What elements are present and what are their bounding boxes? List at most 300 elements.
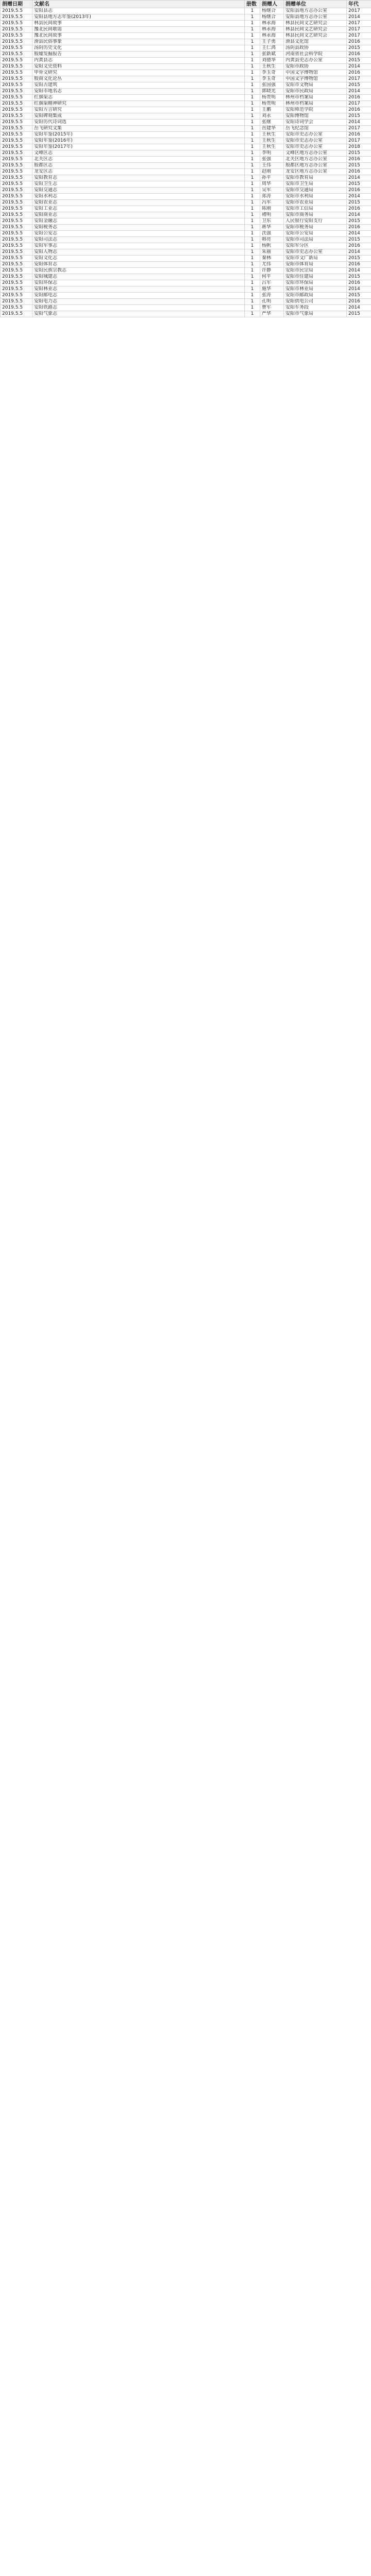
cell-count: 1 (245, 311, 260, 317)
cell-year: 2015 (347, 58, 371, 64)
table-row (1, 249, 371, 256)
cell-donor: 卫东 (260, 218, 284, 225)
cell-date: 2019.5.5 (1, 150, 32, 157)
cell-count: 1 (245, 120, 260, 126)
table-row (1, 21, 371, 27)
cell-count: 1 (245, 194, 260, 200)
cell-year: 2017 (347, 33, 371, 39)
cell-title: 安阳年鉴(2016年) (32, 138, 245, 144)
cell-unit: 滑县文化馆 (284, 39, 347, 45)
cell-donor: 韩亮 (260, 237, 284, 243)
cell-date: 2019.5.5 (1, 249, 32, 256)
cell-donor: 杨帆 (260, 243, 284, 249)
table-row (1, 132, 371, 138)
cell-donor: 陈刚 (260, 206, 284, 212)
cell-donor: 林永海 (260, 27, 284, 33)
cell-year: 2017 (347, 101, 371, 107)
cell-date: 2019.5.5 (1, 95, 32, 101)
cell-donor: 赵刚 (260, 169, 284, 175)
cell-date: 2019.5.5 (1, 27, 32, 33)
cell-count: 1 (245, 138, 260, 144)
cell-unit: 安阳市史志办公室 (284, 249, 347, 256)
cell-unit: 安阳军分区 (284, 243, 347, 249)
cell-year: 2016 (347, 39, 371, 45)
cell-unit: 林县民间文艺研究会 (284, 27, 347, 33)
cell-year: 2016 (347, 188, 371, 194)
cell-unit: 安阳市商务局 (284, 212, 347, 218)
cell-date: 2019.5.5 (1, 33, 32, 39)
cell-donor: 王伟 (260, 163, 284, 169)
table-row (1, 293, 371, 299)
cell-date: 2019.5.5 (1, 274, 32, 280)
cell-unit: 安阳市公安局 (284, 231, 347, 237)
donation-table (0, 0, 371, 317)
cell-count: 1 (245, 231, 260, 237)
cell-count: 1 (245, 200, 260, 206)
cell-donor: 王秋生 (260, 144, 284, 150)
cell-date: 2019.5.5 (1, 64, 32, 70)
cell-unit: 安阳市工信局 (284, 206, 347, 212)
cell-count: 1 (245, 218, 260, 225)
table-row (1, 8, 371, 14)
cell-title: 安阳农业志 (32, 200, 245, 206)
cell-donor: 张国强 (260, 82, 284, 89)
cell-title: 安阳年鉴(2015年) (32, 132, 245, 138)
cell-date: 2019.5.5 (1, 194, 32, 200)
cell-year: 2016 (347, 132, 371, 138)
cell-donor: 严华 (260, 311, 284, 317)
cell-date: 2019.5.5 (1, 39, 32, 45)
cell-count: 1 (245, 280, 260, 286)
table-row (1, 280, 371, 286)
cell-unit: 安阳县地方志办公室 (284, 14, 347, 21)
cell-donor: 尤伟 (260, 262, 284, 268)
cell-title: 安阳县志 (32, 8, 245, 14)
cell-count: 1 (245, 175, 260, 181)
cell-year: 2017 (347, 76, 371, 82)
cell-date: 2019.5.5 (1, 237, 32, 243)
table-row (1, 181, 371, 188)
cell-year: 2016 (347, 225, 371, 231)
cell-year: 2016 (347, 280, 371, 286)
header-year: 年代 (347, 1, 371, 8)
table-row (1, 120, 371, 126)
cell-unit: 安阳市邮政局 (284, 293, 347, 299)
cell-donor: 王秋生 (260, 132, 284, 138)
cell-title: 安阳方言研究 (32, 107, 245, 113)
cell-date: 2019.5.5 (1, 299, 32, 305)
table-row (1, 33, 371, 39)
cell-count: 1 (245, 126, 260, 132)
cell-donor: 刘德华 (260, 58, 284, 64)
cell-year: 2016 (347, 95, 371, 101)
table-row (1, 212, 371, 218)
cell-count: 1 (245, 70, 260, 76)
cell-count: 1 (245, 181, 260, 188)
cell-donor: 刘永 (260, 113, 284, 120)
cell-date: 2019.5.5 (1, 8, 32, 14)
cell-donor: 王秋生 (260, 138, 284, 144)
cell-count: 1 (245, 299, 260, 305)
cell-count: 1 (245, 293, 260, 299)
cell-date: 2019.5.5 (1, 58, 32, 64)
cell-count: 1 (245, 206, 260, 212)
cell-date: 2019.5.5 (1, 268, 32, 274)
cell-title: 殷墟发掘报告 (32, 52, 245, 58)
header-row (1, 1, 371, 8)
cell-unit: 安阳市民政局 (284, 89, 347, 95)
cell-date: 2019.5.5 (1, 243, 32, 249)
cell-donor: 杨继合 (260, 8, 284, 14)
cell-year: 2016 (347, 206, 371, 212)
table-row (1, 268, 371, 274)
cell-year: 2015 (347, 311, 371, 317)
cell-date: 2019.5.5 (1, 89, 32, 95)
table-row (1, 262, 371, 268)
cell-unit: 岳飞纪念馆 (284, 126, 347, 132)
table-row (1, 163, 371, 169)
cell-date: 2019.5.5 (1, 157, 32, 163)
cell-title: 安阳县地方志年鉴(2013年) (32, 14, 245, 21)
table-row (1, 64, 371, 70)
cell-unit: 北关区地方志办公室 (284, 157, 347, 163)
cell-count: 1 (245, 157, 260, 163)
cell-date: 2019.5.5 (1, 163, 32, 169)
cell-count: 1 (245, 8, 260, 14)
table-row (1, 150, 371, 157)
cell-count: 1 (245, 150, 260, 157)
cell-year: 2014 (347, 212, 371, 218)
cell-unit: 安阳市史志办公室 (284, 132, 347, 138)
cell-date: 2019.5.5 (1, 14, 32, 21)
cell-donor: 林永海 (260, 21, 284, 27)
cell-year: 2014 (347, 64, 371, 70)
cell-title: 安阳人物志 (32, 249, 245, 256)
cell-donor: 张新斌 (260, 52, 284, 58)
cell-donor: 孔明 (260, 299, 284, 305)
table-row (1, 138, 371, 144)
cell-year: 2015 (347, 163, 371, 169)
cell-count: 1 (245, 27, 260, 33)
cell-date: 2019.5.5 (1, 305, 32, 311)
cell-title: 安阳环保志 (32, 280, 245, 286)
cell-title: 岳飞研究文集 (32, 126, 245, 132)
cell-title: 安阳税务志 (32, 225, 245, 231)
cell-count: 1 (245, 107, 260, 113)
cell-date: 2019.5.5 (1, 101, 32, 107)
cell-date: 2019.5.5 (1, 293, 32, 299)
cell-year: 2015 (347, 218, 371, 225)
cell-count: 1 (245, 237, 260, 243)
table-row (1, 95, 371, 101)
header-date: 捐赠日期 (1, 1, 32, 8)
cell-count: 1 (245, 82, 260, 89)
table-row (1, 52, 371, 58)
cell-count: 1 (245, 305, 260, 311)
cell-year: 2015 (347, 181, 371, 188)
cell-title: 安阳铁路志 (32, 305, 245, 311)
cell-year: 2014 (347, 120, 371, 126)
cell-year: 2016 (347, 243, 371, 249)
cell-unit: 林州市档案局 (284, 101, 347, 107)
cell-unit: 中国文字博物馆 (284, 70, 347, 76)
table-row (1, 243, 371, 249)
cell-title: 豫北民间故事 (32, 33, 245, 39)
cell-title: 殷商文化论丛 (32, 76, 245, 82)
cell-title: 安阳民族宗教志 (32, 268, 245, 274)
cell-year: 2015 (347, 45, 371, 52)
cell-unit: 内黄县史志办公室 (284, 58, 347, 64)
cell-date: 2019.5.5 (1, 218, 32, 225)
header-unit: 捐赠单位 (284, 1, 347, 8)
cell-count: 1 (245, 169, 260, 175)
cell-unit: 安阳市史志办公室 (284, 144, 347, 150)
cell-year: 2014 (347, 286, 371, 293)
cell-title: 安阳历代诗词选 (32, 120, 245, 126)
cell-title: 安阳古建筑 (32, 82, 245, 89)
cell-year: 2015 (347, 200, 371, 206)
cell-unit: 中国文字博物馆 (284, 76, 347, 82)
cell-date: 2019.5.5 (1, 70, 32, 76)
cell-year: 2016 (347, 70, 371, 76)
cell-donor: 杨贵明 (260, 101, 284, 107)
cell-year: 2016 (347, 169, 371, 175)
cell-donor: 岳建华 (260, 126, 284, 132)
cell-count: 1 (245, 89, 260, 95)
table-row (1, 14, 371, 21)
cell-count: 1 (245, 39, 260, 45)
cell-donor: 施华 (260, 286, 284, 293)
cell-count: 1 (245, 132, 260, 138)
cell-unit: 安阳市交通局 (284, 188, 347, 194)
cell-title: 安阳司法志 (32, 237, 245, 243)
cell-count: 1 (245, 163, 260, 169)
cell-unit: 殷都区地方志办公室 (284, 163, 347, 169)
cell-donor: 郑涛 (260, 194, 284, 200)
cell-unit: 安阳供电公司 (284, 299, 347, 305)
cell-unit: 安阳诗词学会 (284, 120, 347, 126)
cell-count: 1 (245, 52, 260, 58)
cell-title: 安阳军事志 (32, 243, 245, 249)
cell-donor: 杨继合 (260, 14, 284, 21)
cell-year: 2016 (347, 299, 371, 305)
cell-date: 2019.5.5 (1, 45, 32, 52)
cell-unit: 安阳博物馆 (284, 113, 347, 120)
cell-title: 豫北民间歌谣 (32, 27, 245, 33)
cell-unit: 安阳市史志办公室 (284, 138, 347, 144)
cell-year: 2017 (347, 21, 371, 27)
cell-count: 1 (245, 21, 260, 27)
cell-date: 2019.5.5 (1, 225, 32, 231)
table-row (1, 286, 371, 293)
cell-donor: 王鹏 (260, 107, 284, 113)
cell-donor: 沈强 (260, 231, 284, 237)
cell-donor: 李玉奇 (260, 76, 284, 82)
cell-donor: 李玉奇 (260, 70, 284, 76)
table-row (1, 82, 371, 89)
cell-year: 2017 (347, 126, 371, 132)
cell-count: 1 (245, 76, 260, 82)
cell-date: 2019.5.5 (1, 175, 32, 181)
cell-year: 2014 (347, 249, 371, 256)
table-row (1, 206, 371, 212)
table-row (1, 194, 371, 200)
cell-date: 2019.5.5 (1, 231, 32, 237)
cell-title: 安阳城建志 (32, 274, 245, 280)
cell-date: 2019.5.5 (1, 138, 32, 144)
cell-donor: 张强 (260, 157, 284, 163)
cell-title: 安阳商业志 (32, 212, 245, 218)
table-row (1, 70, 371, 76)
table-row (1, 175, 371, 181)
table-row (1, 113, 371, 120)
cell-year: 2014 (347, 305, 371, 311)
cell-title: 甲骨文研究 (32, 70, 245, 76)
table-row (1, 126, 371, 132)
table-row (1, 101, 371, 107)
cell-date: 2019.5.5 (1, 132, 32, 138)
cell-donor: 李明 (260, 150, 284, 157)
table-row (1, 58, 371, 64)
cell-unit: 安阳市民宗局 (284, 268, 347, 274)
cell-title: 安阳公安志 (32, 231, 245, 237)
cell-year: 2015 (347, 293, 371, 299)
cell-donor: 吕军 (260, 280, 284, 286)
cell-count: 1 (245, 249, 260, 256)
cell-title: 林县民间故事 (32, 21, 245, 27)
cell-donor: 王仁鸿 (260, 45, 284, 52)
cell-unit: 林县民间文艺研究会 (284, 33, 347, 39)
cell-unit: 安阳市文物局 (284, 82, 347, 89)
cell-count: 1 (245, 64, 260, 70)
table-row (1, 89, 371, 95)
cell-unit: 文峰区地方志办公室 (284, 150, 347, 157)
cell-title: 北关区志 (32, 157, 245, 163)
cell-count: 1 (245, 268, 260, 274)
cell-year: 2014 (347, 268, 371, 274)
cell-date: 2019.5.5 (1, 126, 32, 132)
cell-unit: 安阳师范学院 (284, 107, 347, 113)
cell-unit: 安阳市水利局 (284, 194, 347, 200)
cell-count: 1 (245, 286, 260, 293)
cell-donor: 许静 (260, 268, 284, 274)
cell-donor: 张继 (260, 120, 284, 126)
cell-title: 内黄县志 (32, 58, 245, 64)
cell-title: 安阳碑刻集成 (32, 113, 245, 120)
cell-unit: 龙安区地方志办公室 (284, 169, 347, 175)
cell-donor: 王子勇 (260, 39, 284, 45)
cell-date: 2019.5.5 (1, 82, 32, 89)
cell-unit: 安阳市税务局 (284, 225, 347, 231)
cell-donor: 何平 (260, 274, 284, 280)
cell-title: 滑县民俗事象 (32, 39, 245, 45)
cell-donor: 秦林 (260, 256, 284, 262)
cell-year: 2017 (347, 8, 371, 14)
cell-unit: 人民银行安阳支行 (284, 218, 347, 225)
cell-title: 红旗渠精神研究 (32, 101, 245, 107)
table-row (1, 27, 371, 33)
table-row (1, 200, 371, 206)
cell-year: 2016 (347, 262, 371, 268)
cell-title: 安阳林业志 (32, 286, 245, 293)
cell-year: 2014 (347, 231, 371, 237)
cell-year: 2017 (347, 138, 371, 144)
cell-count: 1 (245, 262, 260, 268)
cell-unit: 安阳市政协 (284, 64, 347, 70)
cell-donor: 吴军 (260, 188, 284, 194)
cell-unit: 安阳市气象局 (284, 311, 347, 317)
cell-donor: 周华 (260, 181, 284, 188)
cell-year: 2015 (347, 82, 371, 89)
table-row (1, 218, 371, 225)
table-row (1, 39, 371, 45)
table-row (1, 231, 371, 237)
cell-donor: 林永海 (260, 33, 284, 39)
cell-donor: 郭晓光 (260, 89, 284, 95)
cell-date: 2019.5.5 (1, 256, 32, 262)
table-row (1, 107, 371, 113)
cell-date: 2019.5.5 (1, 212, 32, 218)
cell-title: 安阳邮电志 (32, 293, 245, 299)
cell-year: 2015 (347, 274, 371, 280)
cell-title: 安阳气象志 (32, 311, 245, 317)
cell-title: 安阳文化志 (32, 256, 245, 262)
cell-unit: 安阳市体育局 (284, 262, 347, 268)
cell-count: 1 (245, 188, 260, 194)
cell-title: 安阳教育志 (32, 175, 245, 181)
cell-unit: 安阳车务段 (284, 305, 347, 311)
cell-donor: 孙平 (260, 175, 284, 181)
cell-date: 2019.5.5 (1, 280, 32, 286)
cell-unit: 安阳市教育局 (284, 175, 347, 181)
cell-unit: 安阳市司法局 (284, 237, 347, 243)
cell-title: 安阳交通志 (32, 188, 245, 194)
cell-title: 红旗渠志 (32, 95, 245, 101)
cell-year: 2016 (347, 157, 371, 163)
cell-donor: 朱丽 (260, 249, 284, 256)
cell-unit: 安阳市环保局 (284, 280, 347, 286)
cell-count: 1 (245, 45, 260, 52)
cell-donor: 蒋华 (260, 225, 284, 231)
header-donor: 捐赠人 (260, 1, 284, 8)
cell-count: 1 (245, 33, 260, 39)
cell-date: 2019.5.5 (1, 144, 32, 150)
cell-year: 2015 (347, 150, 371, 157)
cell-count: 1 (245, 14, 260, 21)
table-row (1, 305, 371, 311)
table-row (1, 237, 371, 243)
cell-unit: 林县民间文艺研究会 (284, 21, 347, 27)
cell-unit: 安阳县地方志办公室 (284, 8, 347, 14)
cell-year: 2015 (347, 113, 371, 120)
cell-date: 2019.5.5 (1, 21, 32, 27)
cell-date: 2019.5.5 (1, 107, 32, 113)
cell-date: 2019.5.5 (1, 200, 32, 206)
cell-title: 安阳文史资料 (32, 64, 245, 70)
table-row (1, 169, 371, 175)
cell-count: 1 (245, 274, 260, 280)
cell-title: 安阳卫生志 (32, 181, 245, 188)
table-row (1, 311, 371, 317)
cell-title: 安阳市地名志 (32, 89, 245, 95)
header-count: 册数 (245, 1, 260, 8)
cell-date: 2019.5.5 (1, 169, 32, 175)
table-row (1, 188, 371, 194)
cell-count: 1 (245, 113, 260, 120)
cell-year: 2017 (347, 27, 371, 33)
cell-title: 安阳工业志 (32, 206, 245, 212)
cell-unit: 安阳市住建局 (284, 274, 347, 280)
